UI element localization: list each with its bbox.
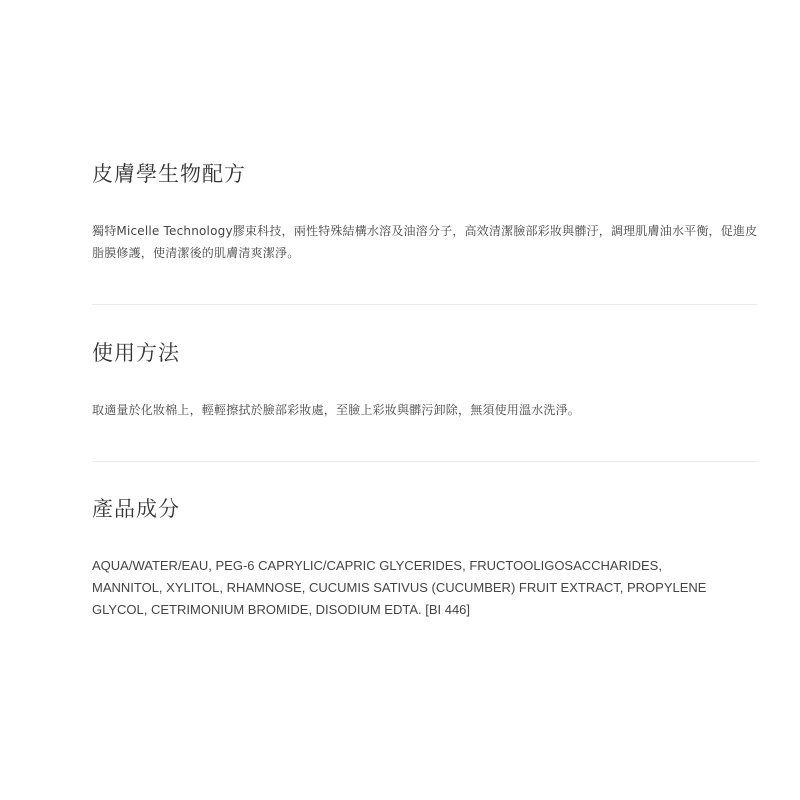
section-usage bbox=[92, 341, 758, 417]
section-title-formula: 皮膚學生物配方 bbox=[92, 162, 246, 186]
section-ingredients bbox=[92, 497, 758, 617]
section-divider bbox=[92, 304, 758, 305]
section-divider bbox=[92, 461, 758, 462]
section-title-ingredients: 產品成分 bbox=[92, 497, 180, 521]
section-title-usage: 使用方法 bbox=[92, 341, 180, 365]
section-body-ingredients: AQUA/WATER/EAU, PEG-6 CAPRYLIC/CAPRIC GLYCERIDES, FRUCTOOLIGOSACCHARIDES, MANNITOL, XYLITOL, RHAMNOSE, CUCUMIS SATIVUS (CUCUMBER) FRUIT EXTRACT, PROPYLENE GLYCOL, CETRIMONIUM BROMIDE, DISODIUM EDTA. [BI 446] bbox=[92, 558, 707, 617]
section-body-formula: 獨特Micelle Technology膠束科技，兩性特殊結構水溶及油溶分子，高效清潔臉部彩妝與髒汙，調理肌膚油水平衡，促進皮脂膜修護，使清潔後的肌膚清爽潔淨。 bbox=[92, 224, 758, 260]
section-body-usage: 取適量於化妝棉上，輕輕擦拭於臉部彩妝處，至臉上彩妝與髒污卸除，無須使用溫水洗淨。 bbox=[92, 403, 581, 417]
section-formula bbox=[92, 162, 758, 260]
